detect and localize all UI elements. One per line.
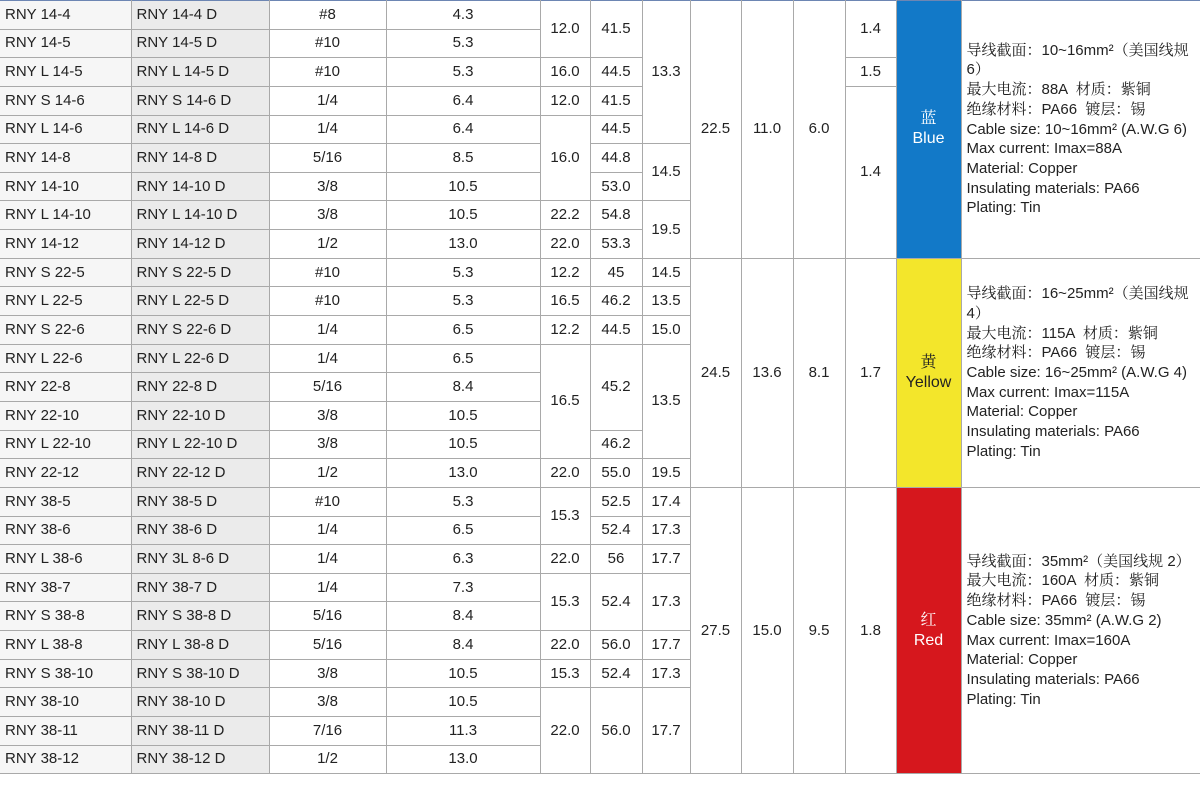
dim-f-cell: 44.8 — [590, 144, 642, 173]
model-d-cell: RNY 22-12 D — [131, 459, 269, 488]
hole-cell: 6.4 — [386, 115, 540, 144]
model-d-cell: RNY L 22-6 D — [131, 344, 269, 373]
model-d-cell: RNY S 22-5 D — [131, 258, 269, 287]
dim-g-cell: 14.5 — [642, 144, 690, 201]
spec-line: Max current: Imax=88A — [966, 140, 1122, 158]
dim-f-cell: 52.4 — [590, 659, 642, 688]
model-cell: RNY L 38-6 — [0, 545, 131, 574]
dim-h-cell: 24.5 — [690, 258, 741, 487]
spec-description — [961, 1, 1200, 259]
model-d-cell: RNY L 14-5 D — [131, 58, 269, 87]
model-d-cell: RNY 38-7 D — [131, 573, 269, 602]
dim-f-cell: 41.5 — [590, 86, 642, 115]
model-d-cell: RNY 38-10 D — [131, 688, 269, 717]
spec-line: Plating: Tin — [966, 442, 1041, 460]
model-cell: RNY 22-10 — [0, 401, 131, 430]
stud-cell: 3/8 — [269, 401, 386, 430]
model-cell: RNY L 14-6 — [0, 115, 131, 144]
spec-line: 最大电流：88A 材质：紫铜 — [966, 81, 1151, 99]
dim-e-cell: 15.3 — [540, 659, 590, 688]
spec-line: 绝缘材料：PA66 镀层：锡 — [966, 592, 1146, 610]
hole-cell: 7.3 — [386, 573, 540, 602]
stud-cell: 1/4 — [269, 545, 386, 574]
dim-g-cell: 13.5 — [642, 344, 690, 459]
dim-e-cell: 12.2 — [540, 316, 590, 345]
hole-cell: 10.5 — [386, 688, 540, 717]
stud-cell: 3/8 — [269, 430, 386, 459]
dim-f-cell: 52.5 — [590, 487, 642, 516]
model-cell: RNY 38-7 — [0, 573, 131, 602]
hole-cell: 5.3 — [386, 287, 540, 316]
stud-cell: 1/4 — [269, 573, 386, 602]
model-d-cell: RNY 38-5 D — [131, 487, 269, 516]
dim-e-cell: 12.0 — [540, 1, 590, 58]
model-d-cell: RNY L 14-10 D — [131, 201, 269, 230]
spec-line: 绝缘材料：PA66 镀层：锡 — [966, 100, 1146, 118]
dim-e-cell: 16.0 — [540, 58, 590, 87]
model-cell: RNY 38-5 — [0, 487, 131, 516]
dim-f-cell: 52.4 — [590, 516, 642, 545]
stud-cell: 7/16 — [269, 717, 386, 746]
table-row — [0, 258, 1200, 287]
stud-cell: 1/4 — [269, 86, 386, 115]
dim-g-cell: 13.3 — [642, 1, 690, 144]
dim-j-cell: 6.0 — [793, 1, 845, 259]
stud-cell: #10 — [269, 287, 386, 316]
model-d-cell: RNY S 38-8 D — [131, 602, 269, 631]
dim-i-cell: 13.6 — [741, 258, 793, 487]
hole-cell: 5.3 — [386, 29, 540, 58]
dim-f-cell: 53.3 — [590, 230, 642, 259]
model-cell: RNY L 14-10 — [0, 201, 131, 230]
dim-f-cell: 56.0 — [590, 631, 642, 660]
model-cell: RNY S 14-6 — [0, 86, 131, 115]
dim-g-cell: 17.3 — [642, 516, 690, 545]
dim-f-cell: 53.0 — [590, 172, 642, 201]
spec-line: Material: Copper — [966, 403, 1078, 421]
hole-cell: 10.5 — [386, 201, 540, 230]
model-d-cell: RNY L 38-8 D — [131, 631, 269, 660]
dim-e-cell: 12.0 — [540, 86, 590, 115]
color-swatch-red — [896, 487, 961, 773]
model-cell: RNY S 22-6 — [0, 316, 131, 345]
hole-cell: 6.3 — [386, 545, 540, 574]
stud-cell: 3/8 — [269, 688, 386, 717]
dim-e-cell: 16.5 — [540, 344, 590, 459]
stud-cell: 3/8 — [269, 201, 386, 230]
spec-line: Insulating materials: PA66 — [966, 671, 1140, 688]
color-swatch-blue — [896, 1, 961, 259]
hole-cell: 10.5 — [386, 430, 540, 459]
dim-f-cell: 45.2 — [590, 344, 642, 430]
dim-g-cell: 17.3 — [642, 659, 690, 688]
dim-f-cell: 46.2 — [590, 430, 642, 459]
model-d-cell: RNY 3L 8-6 D — [131, 545, 269, 574]
dim-e-cell: 15.3 — [540, 487, 590, 544]
hole-cell: 8.5 — [386, 144, 540, 173]
model-cell: RNY 14-12 — [0, 230, 131, 259]
dim-i-cell: 15.0 — [741, 487, 793, 773]
model-cell: RNY 38-11 — [0, 717, 131, 746]
stud-cell: 5/16 — [269, 373, 386, 402]
dim-g-cell: 19.5 — [642, 459, 690, 488]
stud-cell: 1/4 — [269, 316, 386, 345]
spec-line: Max current: Imax=160A — [966, 631, 1131, 649]
model-cell: RNY L 22-5 — [0, 287, 131, 316]
spec-line: 最大电流：115A 材质：紫铜 — [966, 324, 1158, 342]
spec-description — [961, 487, 1200, 773]
hole-cell: 4.3 — [386, 1, 540, 30]
stud-cell: 5/16 — [269, 631, 386, 660]
dim-e-cell: 22.2 — [540, 201, 590, 230]
dim-f-cell: 56.0 — [590, 688, 642, 774]
spec-line: Cable size: 16~25mm² (A.W.G 4) — [966, 363, 1187, 381]
color-name-zh: 蓝 — [920, 110, 937, 128]
model-cell: RNY S 38-8 — [0, 602, 131, 631]
hole-cell: 5.3 — [386, 58, 540, 87]
spec-line: 导线截面：16~25mm²（美国线规 4） — [966, 285, 1193, 322]
stud-cell: 3/8 — [269, 172, 386, 201]
model-d-cell: RNY 38-11 D — [131, 717, 269, 746]
dim-k-cell: 1.8 — [845, 487, 896, 773]
hole-cell: 6.4 — [386, 86, 540, 115]
spec-line: Insulating materials: PA66 — [966, 179, 1140, 197]
color-name-zh: 红 — [920, 611, 937, 629]
dim-g-cell: 19.5 — [642, 201, 690, 258]
model-d-cell: RNY L 14-6 D — [131, 115, 269, 144]
color-name-en: Yellow — [905, 373, 952, 391]
hole-cell: 6.5 — [386, 344, 540, 373]
model-d-cell: RNY 14-4 D — [131, 1, 269, 30]
dim-f-cell: 44.5 — [590, 115, 642, 144]
spec-line: 最大电流：160A 材质：紫铜 — [966, 572, 1160, 590]
dim-k-cell: 1.4 — [845, 86, 896, 258]
stud-cell: #10 — [269, 258, 386, 287]
dim-f-cell: 41.5 — [590, 1, 642, 58]
hole-cell: 6.5 — [386, 316, 540, 345]
dim-f-cell: 44.5 — [590, 58, 642, 87]
model-cell: RNY S 38-10 — [0, 659, 131, 688]
dim-k-cell: 1.7 — [845, 258, 896, 487]
model-d-cell: RNY 14-5 D — [131, 29, 269, 58]
hole-cell: 10.5 — [386, 401, 540, 430]
stud-cell: 1/2 — [269, 230, 386, 259]
model-d-cell: RNY L 22-10 D — [131, 430, 269, 459]
model-d-cell: RNY L 22-5 D — [131, 287, 269, 316]
dim-g-cell: 17.7 — [642, 688, 690, 774]
dim-e-cell: 22.0 — [540, 545, 590, 574]
spec-line: Max current: Imax=115A — [966, 383, 1130, 401]
color-name-en: Blue — [912, 130, 945, 148]
spec-line: Material: Copper — [966, 651, 1078, 669]
stud-cell: 3/8 — [269, 659, 386, 688]
dim-g-cell: 17.3 — [642, 573, 690, 630]
stud-cell: 1/4 — [269, 344, 386, 373]
hole-cell: 5.3 — [386, 487, 540, 516]
model-cell: RNY 38-12 — [0, 745, 131, 774]
spec-line: Plating: Tin — [966, 199, 1041, 217]
model-cell: RNY L 22-10 — [0, 430, 131, 459]
spec-line: Cable size: 35mm² (A.W.G 2) — [966, 611, 1162, 629]
model-d-cell: RNY 38-12 D — [131, 745, 269, 774]
color-name-en: Red — [913, 631, 944, 649]
dim-i-cell: 11.0 — [741, 1, 793, 259]
model-d-cell: RNY 22-8 D — [131, 373, 269, 402]
dim-f-cell: 45 — [590, 258, 642, 287]
dim-e-cell: 22.0 — [540, 688, 590, 774]
spec-line: 绝缘材料：PA66 镀层：锡 — [966, 344, 1146, 362]
model-d-cell: RNY 22-10 D — [131, 401, 269, 430]
spec-description — [961, 258, 1200, 487]
model-cell: RNY 38-6 — [0, 516, 131, 545]
dim-e-cell: 16.5 — [540, 287, 590, 316]
dim-g-cell: 14.5 — [642, 258, 690, 287]
model-d-cell: RNY S 38-10 D — [131, 659, 269, 688]
stud-cell: 1/2 — [269, 745, 386, 774]
spec-line: 导线截面：10~16mm²（美国线规 6） — [966, 41, 1193, 79]
model-cell: RNY S 22-5 — [0, 258, 131, 287]
dim-f-cell: 56 — [590, 545, 642, 574]
dim-k-cell: 1.5 — [845, 58, 896, 87]
model-cell: RNY 14-10 — [0, 172, 131, 201]
stud-cell: 5/16 — [269, 602, 386, 631]
model-cell: RNY 22-12 — [0, 459, 131, 488]
model-cell: RNY L 14-5 — [0, 58, 131, 87]
model-d-cell: RNY 14-8 D — [131, 144, 269, 173]
stud-cell: 5/16 — [269, 144, 386, 173]
hole-cell: 13.0 — [386, 745, 540, 774]
dim-f-cell: 54.8 — [590, 201, 642, 230]
hole-cell: 5.3 — [386, 258, 540, 287]
hole-cell: 8.4 — [386, 631, 540, 660]
model-d-cell: RNY S 22-6 D — [131, 316, 269, 345]
dim-g-cell: 13.5 — [642, 287, 690, 316]
hole-cell: 8.4 — [386, 373, 540, 402]
model-cell: RNY 22-8 — [0, 373, 131, 402]
dim-e-cell: 22.0 — [540, 230, 590, 259]
stud-cell: #10 — [269, 487, 386, 516]
model-cell: RNY 14-4 — [0, 1, 131, 30]
dim-h-cell: 27.5 — [690, 487, 741, 773]
dim-e-cell: 22.0 — [540, 459, 590, 488]
dim-f-cell: 44.5 — [590, 316, 642, 345]
dim-g-cell: 17.4 — [642, 487, 690, 516]
hole-cell: 6.5 — [386, 516, 540, 545]
dim-k-cell: 1.4 — [845, 1, 896, 58]
spec-line: Material: Copper — [966, 159, 1078, 177]
dim-f-cell: 55.0 — [590, 459, 642, 488]
stud-cell: 1/4 — [269, 516, 386, 545]
dim-j-cell: 9.5 — [793, 487, 845, 773]
dim-f-cell: 46.2 — [590, 287, 642, 316]
hole-cell: 10.5 — [386, 659, 540, 688]
stud-cell: #10 — [269, 29, 386, 58]
dim-e-cell: 22.0 — [540, 631, 590, 660]
dim-h-cell: 22.5 — [690, 1, 741, 259]
model-cell: RNY 38-10 — [0, 688, 131, 717]
dim-g-cell: 15.0 — [642, 316, 690, 345]
dim-g-cell: 17.7 — [642, 545, 690, 574]
model-d-cell: RNY 38-6 D — [131, 516, 269, 545]
hole-cell: 10.5 — [386, 172, 540, 201]
hole-cell: 13.0 — [386, 459, 540, 488]
spec-line: Cable size: 10~16mm² (A.W.G 6) — [966, 120, 1187, 138]
color-swatch-yellow — [896, 258, 961, 487]
dim-g-cell: 17.7 — [642, 631, 690, 660]
model-cell: RNY 14-8 — [0, 144, 131, 173]
hole-cell: 13.0 — [386, 230, 540, 259]
hole-cell: 8.4 — [386, 602, 540, 631]
color-name-zh: 黄 — [920, 353, 937, 371]
stud-cell: #8 — [269, 1, 386, 30]
stud-cell: #10 — [269, 58, 386, 87]
model-cell: RNY L 38-8 — [0, 631, 131, 660]
hole-cell: 11.3 — [386, 717, 540, 746]
spec-line: Plating: Tin — [966, 690, 1041, 708]
model-d-cell: RNY S 14-6 D — [131, 86, 269, 115]
model-cell: RNY L 22-6 — [0, 344, 131, 373]
dim-e-cell: 12.2 — [540, 258, 590, 287]
dim-f-cell: 52.4 — [590, 573, 642, 630]
model-d-cell: RNY 14-12 D — [131, 230, 269, 259]
table-row — [0, 1, 1200, 30]
model-d-cell: RNY 14-10 D — [131, 172, 269, 201]
dim-e-cell: 16.0 — [540, 115, 590, 201]
stud-cell: 1/2 — [269, 459, 386, 488]
stud-cell: 1/4 — [269, 115, 386, 144]
dim-e-cell: 15.3 — [540, 573, 590, 630]
spec-line: 导线截面：35mm²（美国线规 2） — [966, 552, 1191, 570]
spec-line: Insulating materials: PA66 — [966, 423, 1140, 441]
dim-j-cell: 8.1 — [793, 258, 845, 487]
table-row — [0, 487, 1200, 516]
model-cell: RNY 14-5 — [0, 29, 131, 58]
